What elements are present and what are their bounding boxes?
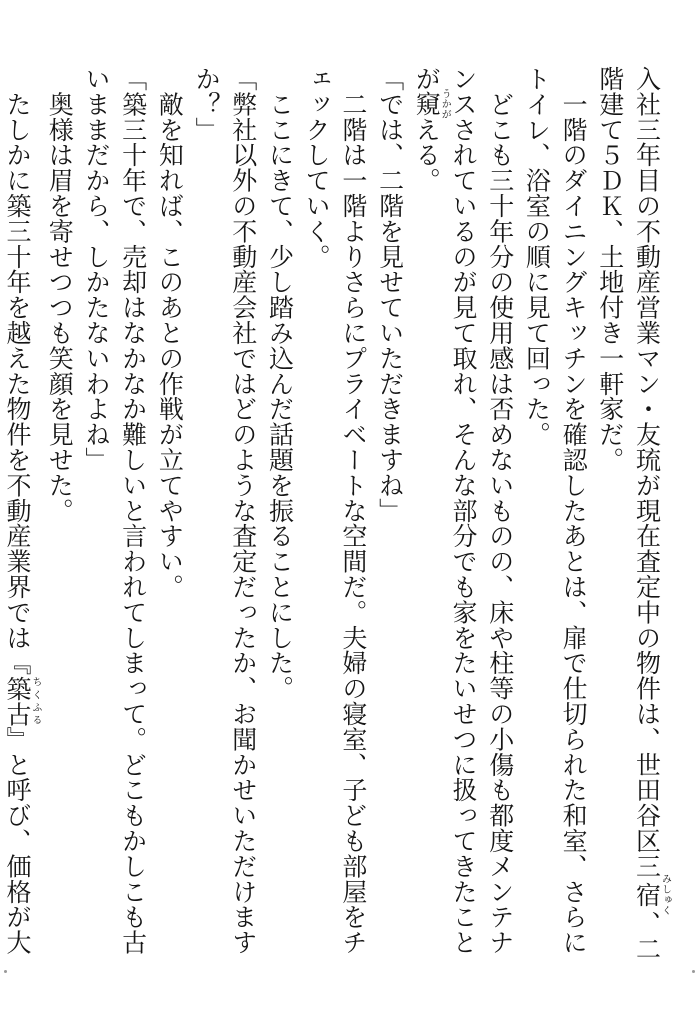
scan-dot [692, 970, 695, 973]
paragraph-4-dialogue: 「では、二階を見せていただきますね」 [375, 66, 405, 524]
paragraph-3: どこも三十年分の使用感は否めないものの、床や柱等の小傷も都度メンテナンスされているのが見て取れ、そんな部分でも家をたいせつに扱ってきたことが窺うかがえる。 [412, 66, 515, 955]
paragraph-5: 二階は一階よりさらにプライベートな空間だ。夫婦の寝室、子ども部屋をチェックしていく。 [302, 66, 368, 955]
paragraph-2: 一階のダイニングキッチンを確認したあとは、扉で仕切られた和室、さらにトイレ、浴室の順に見て回った。 [522, 66, 589, 955]
paragraph-6: ここにきて、少し踏み込んだ話題を振ることにした。 [265, 66, 295, 701]
paragraph-9-dialogue: 「築三十年で、売却はなかなか難しいと言われてしまって。どこもかしこも古いままだから、しかたないわよね」 [81, 66, 148, 955]
paragraph-7-dialogue: 「弊社以外の不動産会社ではどのような査定だったか、お聞かせいただけますか？」 [192, 66, 258, 955]
vertical-text-body [3, 66, 671, 966]
paragraph-1: 入社三年目の不動産営業マン・友琉が現在査定中の物件は、世田谷区三宿みしゅく、二階建て５ＤＫ、土地付き一軒家だ。 [595, 66, 671, 962]
ruby-ukaga: 窺うかが [412, 88, 451, 120]
scan-dot [4, 970, 7, 973]
ruby-chikufuru: 築古ちくふる [3, 675, 42, 727]
paragraph-10: 奥様は眉を寄せつつも笑顔を見せた。 [45, 66, 75, 524]
paragraph-11: たしかに築三十年を越えた物件を不動産業界では『築古ちくふる』と呼び、価格が大 [3, 66, 42, 956]
ruby-mishuku: 宿みしゅく [632, 873, 671, 916]
paragraph-8: 敵を知れば、このあとの作戦が立てやすい。 [155, 66, 185, 600]
